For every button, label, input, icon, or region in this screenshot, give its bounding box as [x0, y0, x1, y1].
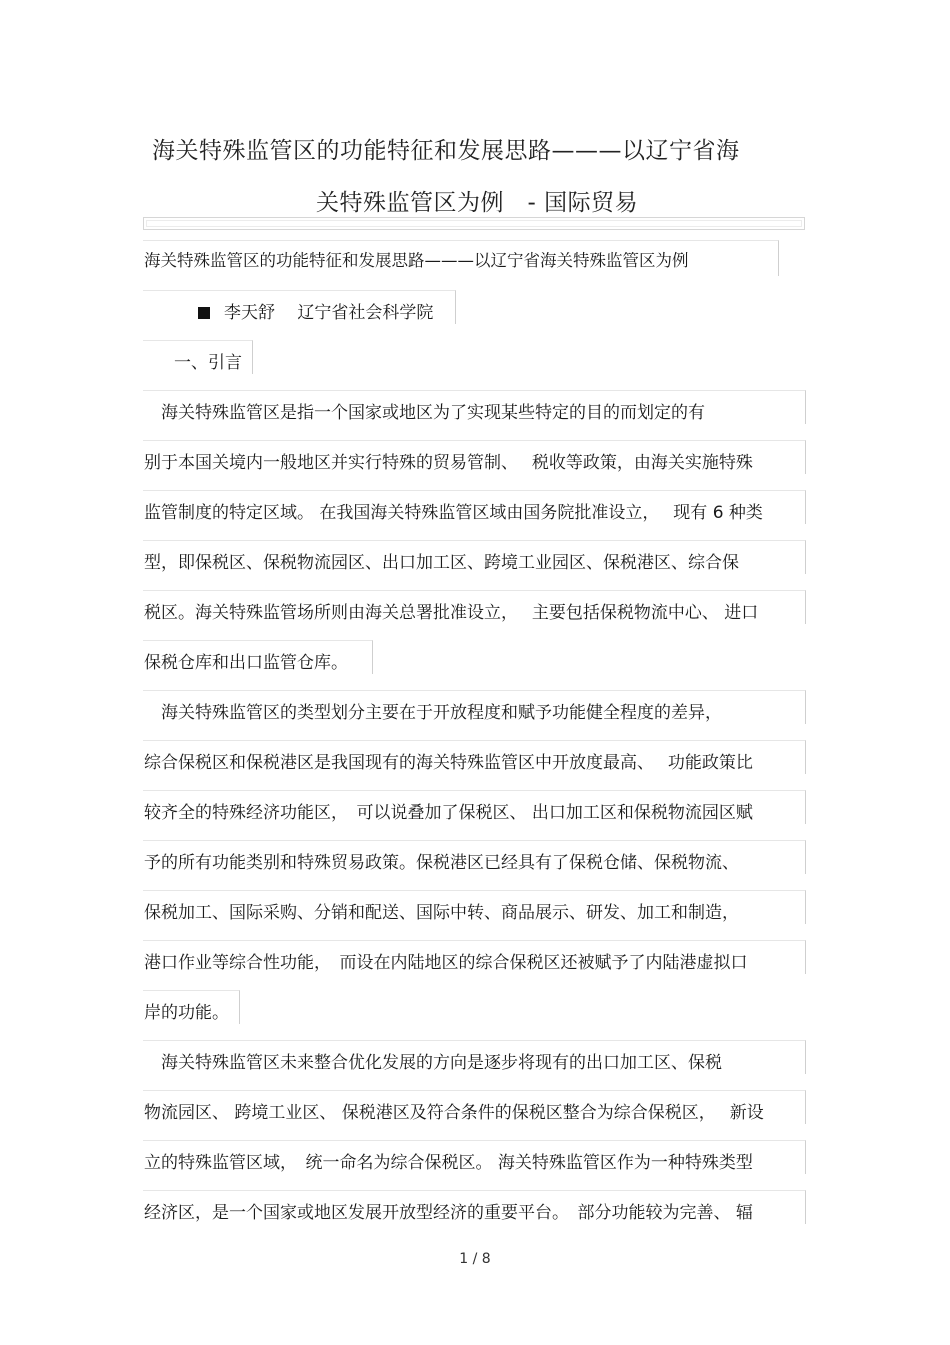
paragraph-2-line-5: 保税加工、国际采购、分销和配送、国际中转、商品展示、研发、加工和制造， [144, 903, 739, 923]
paragraph-2-line-4: 予的所有功能类别和特殊贸易政策。保税港区已经具有了保税仓储、保税物流、 [144, 853, 739, 873]
title-divider-box [143, 217, 805, 230]
paragraph-2-line-2: 综合保税区和保税港区是我国现有的海关特殊监管区中开放度最高、 功能政策比 [144, 753, 753, 773]
paragraph-2-line-7: 岸的功能。 [144, 1003, 229, 1023]
article-subtitle: 海关特殊监管区的功能特征和发展思路———以辽宁省海关特殊监管区为例 [144, 251, 689, 270]
document-title-line-1: 海关特殊监管区的功能特征和发展思路———以辽宁省海 [152, 138, 740, 164]
paragraph-1-line-6: 保税仓库和出口监管仓库。 [144, 653, 348, 673]
page-indicator: 1 / 8 [459, 1251, 491, 1267]
paragraph-1-line-4: 型，即保税区、保税物流园区、出口加工区、跨境工业园区、保税港区、综合保 [144, 553, 739, 573]
paragraph-3-line-1: 海关特殊监管区未来整合优化发展的方向是逐步将现有的出口加工区、保税 [144, 1053, 722, 1073]
author-line [198, 298, 433, 323]
paragraph-3-line-4: 经济区，是一个国家或地区发展开放型经济的重要平台。 部分功能较为完善、 辐 [144, 1203, 753, 1223]
paragraph-2-line-3: 较齐全的特殊经济功能区， 可以说叠加了保税区、 出口加工区和保税物流园区赋 [144, 803, 753, 823]
square-bullet-icon [198, 307, 210, 319]
section-heading: 一、引言 [174, 353, 242, 373]
paragraph-1-line-3: 监管制度的特定区域。 在我国海关特殊监管区域由国务院批准设立， 现有 6 种类 [144, 503, 763, 523]
paragraph-2-line-6: 港口作业等综合性功能， 而设在内陆地区的综合保税区还被赋予了内陆港虚拟口 [144, 953, 748, 973]
author-text: 李天舒 辽宁省社会科学院 [224, 303, 434, 323]
paragraph-1-line-1: 海关特殊监管区是指一个国家或地区为了实现某些特定的目的而划定的有 [144, 403, 705, 423]
paragraph-1-line-2: 别于本国关境内一般地区并实行特殊的贸易管制、 税收等政策，由海关实施特殊 [144, 453, 753, 473]
paragraph-3-line-2: 物流园区、 跨境工业区、 保税港区及符合条件的保税区整合为综合保税区， 新设 [144, 1103, 764, 1123]
paragraph-1-line-5: 税区。海关特殊监管场所则由海关总署批准设立， 主要包括保税物流中心、 进口 [144, 603, 759, 623]
document-title-line-2: 关特殊监管区为例 - 国际贸易 [316, 190, 639, 216]
paragraph-2-line-1: 海关特殊监管区的类型划分主要在于开放程度和赋予功能健全程度的差异， [144, 703, 722, 723]
paragraph-3-line-3: 立的特殊监管区域， 统一命名为综合保税区。 海关特殊监管区作为一种特殊类型 [144, 1153, 753, 1173]
